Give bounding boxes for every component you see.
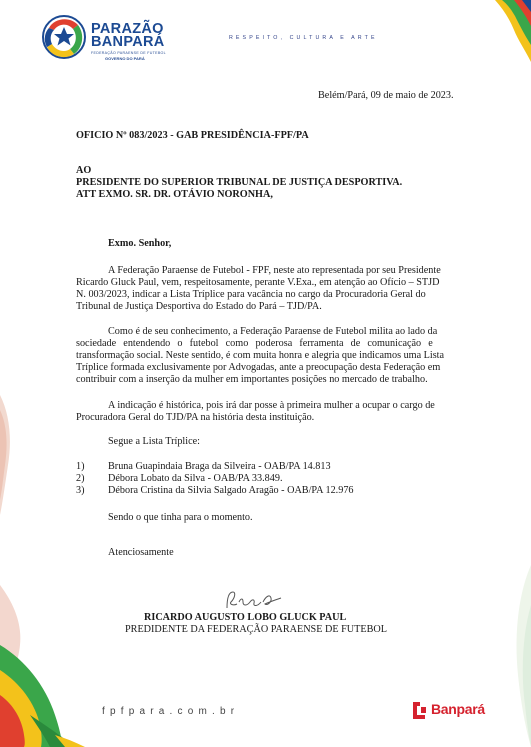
- list-item-1-number: 1): [76, 461, 85, 472]
- government-label: GOVERNO DO PARÁ: [105, 56, 145, 61]
- paragraph-1-line-2: Ricardo Gluck Paul, vem, respeitosamente, perante V.Exa., em atenção ao Ofício – STJD: [76, 277, 440, 288]
- header-motto: RESPEITO, CULTURA E ARTE: [229, 35, 378, 41]
- salutation: Exmo. Senhor,: [108, 238, 172, 249]
- paragraph-2-line-3: transformação social. Neste sentido, é com muita honra e alegria que indicamos uma Lista: [76, 350, 445, 361]
- list-item-2-number: 2): [76, 473, 85, 484]
- recipient-line-2: PRESIDENTE DO SUPERIOR TRIBUNAL DE JUSTIÇA DESPORTIVA.: [76, 177, 403, 188]
- paragraph-1-line-4: Tribunal de Justiça Desportiva do Estado do Pará – TJD/PA.: [76, 301, 322, 312]
- paragraph-1-line-1: A Federação Paraense de Futebol - FPF, neste ato representada por seu Presidente: [108, 265, 441, 276]
- paragraph-2-line-5: contribuir com a inserção da mulher em importantes posições no mercado de trabalho.: [76, 374, 428, 385]
- paragraph-2-line-4: Tríplice formada exclusivamente por Advogadas, ante a preocupação desta Federação em: [76, 362, 441, 373]
- paragraph-3-line-1: A indicação é histórica, pois irá dar posse à primeira mulher a ocupar o cargo de: [108, 400, 435, 411]
- list-item-1-text: Bruna Guapindaia Braga da Silveira - OAB/PA 14.813: [108, 461, 331, 472]
- parazao-logo-icon: [40, 12, 88, 60]
- brand-name-line1: PARAZÃO: [91, 21, 164, 37]
- paragraph-2-line-2: sociedade entendendo o futebol como poderosa ferramenta de comunicação e: [76, 338, 433, 349]
- place-date: Belém/Pará, 09 de maio de 2023.: [318, 90, 454, 101]
- paragraph-3-line-2: Procuradora Geral do TJD/PA na história desta instituição.: [76, 412, 315, 423]
- list-item-3-number: 3): [76, 485, 85, 496]
- brand-subtitle: FEDERAÇÃO PARAENSE DE FUTEBOL: [91, 51, 166, 55]
- banpara-logo-icon: [411, 701, 428, 720]
- right-lower-decoration: [500, 565, 531, 747]
- document-reference: OFICIO Nº 083/2023 - GAB PRESIDÊNCIA-FPF/PA: [76, 130, 309, 141]
- list-item-3-text: Débora Cristina da Silvia Salgado Aragão - OAB/PA 12.976: [108, 485, 354, 496]
- left-mid-decoration: [0, 395, 14, 515]
- signer-name: RICARDO AUGUSTO LOBO GLUCK PAUL: [144, 612, 347, 623]
- footer-website-link[interactable]: fpfpara.com.br: [102, 706, 240, 717]
- signature-graphic: [223, 588, 291, 614]
- recipient-line-1: AO: [76, 165, 92, 176]
- sponsor-logo-text: Banpará: [431, 701, 485, 717]
- list-intro: Segue a Lista Tríplice:: [108, 436, 200, 447]
- list-item-2-text: Débora Lobato da Silva - OAB/PA 33.849.: [108, 473, 283, 484]
- paragraph-1-line-3: N. 003/2023, indicar a Lista Tríplice para vacância no cargo da Procuradoria Geral do: [76, 289, 426, 300]
- bottom-left-decoration: [0, 585, 95, 747]
- top-right-decoration: [470, 0, 531, 70]
- paragraph-2-line-1: Como é de seu conhecimento, a Federação Paraense de Futebol milita ao lado da: [108, 326, 438, 337]
- recipient-line-3: ATT EXMO. SR. DR. OTÁVIO NORONHA,: [76, 189, 273, 200]
- closing-line: Sendo o que tinha para o momento.: [108, 512, 253, 523]
- brand-name-line2: BANPARÁ: [91, 34, 165, 50]
- regards: Atenciosamente: [108, 547, 174, 558]
- signer-title: PREDIDENTE DA FEDERAÇÃO PARAENSE DE FUTEBOL: [125, 624, 387, 635]
